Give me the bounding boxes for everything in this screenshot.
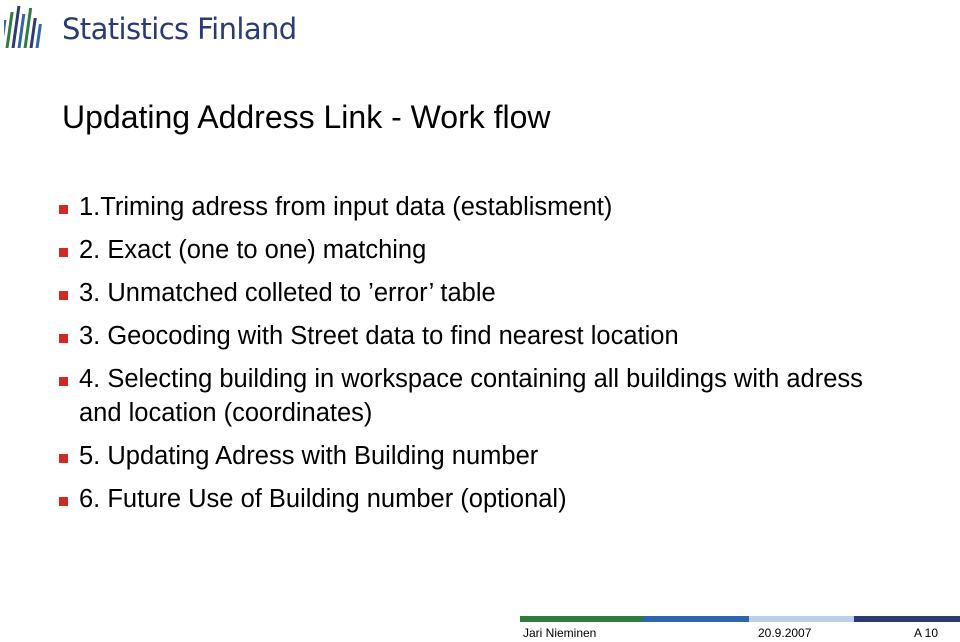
bullet-item — [59, 233, 939, 267]
bullet-square-icon — [59, 377, 68, 386]
footer-page-number: A 10 — [914, 626, 939, 640]
bullet-text: 1.Triming adress from input data (establisment) — [79, 193, 613, 221]
bullet-item — [59, 482, 939, 516]
bullet-square-icon — [59, 497, 68, 506]
bullet-item — [59, 276, 939, 310]
footer-color-bar — [520, 616, 960, 622]
footer-author: Jari Nieminen — [523, 626, 597, 640]
bullet-text: 3. Geocoding with Street data to find nearest location — [79, 322, 679, 350]
bullet-text: 3. Unmatched colleted to ’error’ table — [79, 279, 496, 307]
bullet-square-icon — [59, 205, 68, 214]
footer-date: 20.9.2007 — [758, 626, 812, 640]
bullet-item — [59, 319, 939, 353]
bullet-list — [59, 190, 939, 525]
slide-title: Updating Address Link - Work flow — [62, 99, 551, 135]
bullet-item — [59, 439, 939, 473]
footer-bar-segment — [854, 616, 960, 622]
bullet-text: 2. Exact (one to one) matching — [79, 236, 427, 264]
footer-bar-segment — [749, 616, 855, 622]
statistics-finland-logo — [4, 2, 297, 58]
bullet-square-icon — [59, 454, 68, 463]
bullet-item — [59, 362, 939, 430]
org-name: Statistics Finland — [62, 12, 297, 46]
bullet-square-icon — [59, 291, 68, 300]
bullet-square-icon — [59, 334, 68, 343]
bullet-text: 5. Updating Adress with Building number — [79, 442, 539, 470]
footer-bar-segment — [520, 616, 643, 622]
bullet-item — [59, 190, 939, 224]
bullet-text: 4. Selecting building in workspace containing all buildings with adress and location (coordinates) — [79, 365, 863, 427]
footer-bar-segment — [643, 616, 749, 622]
bullet-square-icon — [59, 248, 68, 257]
statistics-finland-bars-icon — [4, 2, 52, 58]
bullet-text: 6. Future Use of Building number (optional) — [79, 485, 567, 513]
